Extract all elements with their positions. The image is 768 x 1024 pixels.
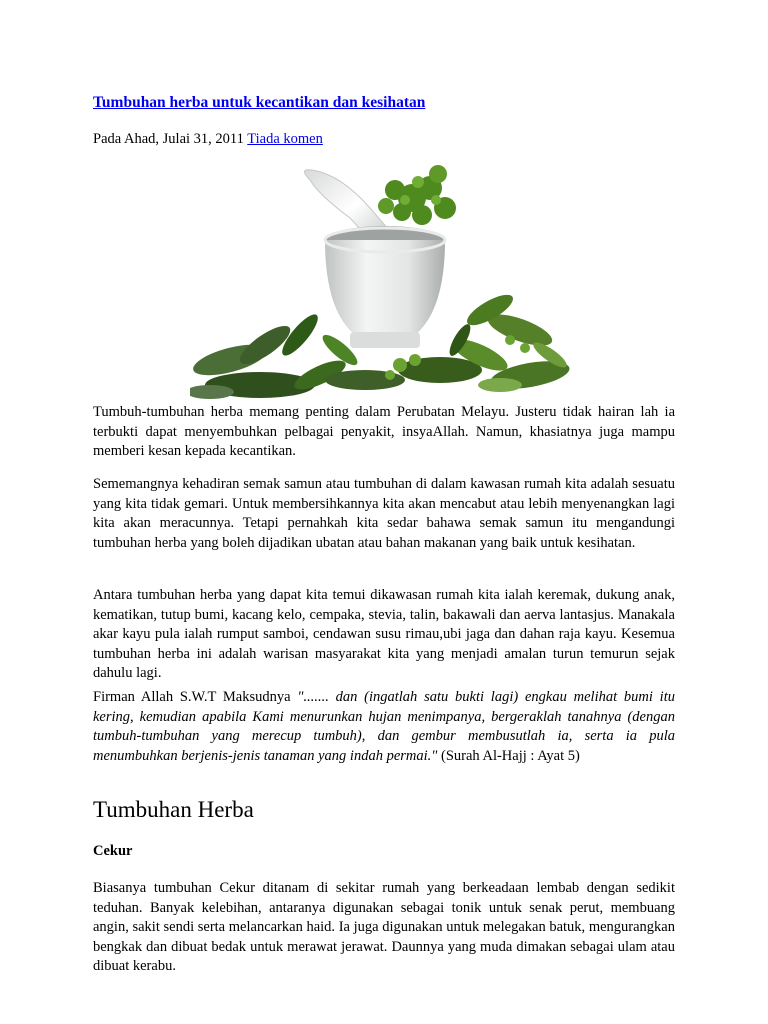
comments-link[interactable]: Tiada komen [247, 131, 323, 147]
paragraph-weeds: Sememangnya kehadiran semak samun atau tumbuhan di dalam kawasan rumah kita adalah sesuatu yang kita tidak gemari. Untuk membersihkannya kita akan mencabut atau lebih menyenangkan lagi kita akan meracunnya. Tetapi pernahkah kita sedar bahawa semak samun itu mengandungi tumbuhan herba yang boleh dijadikan ubatan atau bahan makanan yang baik untuk kesihatan. [93, 476, 675, 551]
post-date: Pada Ahad, Julai 31, 2011 [93, 131, 248, 147]
quote-text: "....... dan (ingatlah satu bukti lagi) engkau melihat bumi itu kering, kemudian apabila Kami menurunkan hujan menimpanya, bergeraklah tanahnya (dengan tumbuh-tumbuhan yang merecup tumbuh), dan gembur membusutlah ia, serta ia pula menumbuhkan berjenis-jenis tanaman yang indah permai." [93, 689, 675, 764]
post-title-link[interactable]: Tumbuhan herba untuk kecantikan dan kesihatan [93, 94, 426, 111]
paragraph-herb-list: Antara tumbuhan herba yang dapat kita temui dikawasan rumah kita ialah keremak, dukung anak, kematikan, tutup bumi, kacang kelo, cempaka, stevia, talin, bakawali dan aerva lantasjus. Manakala akar kayu pula ialah rumput samboi, cendawan susu rimau,ubi jaga dan dahan raja kayu. Kesemua tumbuhan herba ini adalah warisan masyarakat kita yang menjadi amalan turun temurun sejak dahulu lagi. [93, 587, 675, 682]
mortar-and-pestle-with-herbs-image [190, 160, 578, 406]
quote-citation: (Surah Al-Hajj : Ayat 5) [437, 747, 580, 764]
paragraph-cekur: Biasanya tumbuhan Cekur ditanam di sekitar rumah yang berkeadaan lembab dengan sedikit teduhan. Banyak kelebihan, antaranya digunakan sebagai tonik untuk senak perut, membuang angin, sakit sendi serta melancarkan haid. Ia juga digunakan untuk melegakan batuk, mengurangkan bengkak dan dibuat bedak untuk merawat jerawat. Daunnya yang muda dimakan sebagai ulam atau dibuat kerabu. [93, 880, 675, 975]
paragraph-intro: Tumbuh-tumbuhan herba memang penting dalam Perubatan Melayu. Justeru tidak hairan lah ia terbukti dapat menyembuhkan pelbagai penyakit, insyaAllah. Namun, khasiatnya juga mampu memberi kesan kepada kecantikan. [93, 404, 675, 460]
quote-prefix: Firman Allah S.W.T Maksudnya [93, 689, 298, 705]
paragraph-quote [93, 688, 675, 766]
post-meta [93, 131, 323, 148]
section-heading: Tumbuhan Herba [93, 797, 254, 822]
subsection-heading: Cekur [93, 843, 133, 859]
